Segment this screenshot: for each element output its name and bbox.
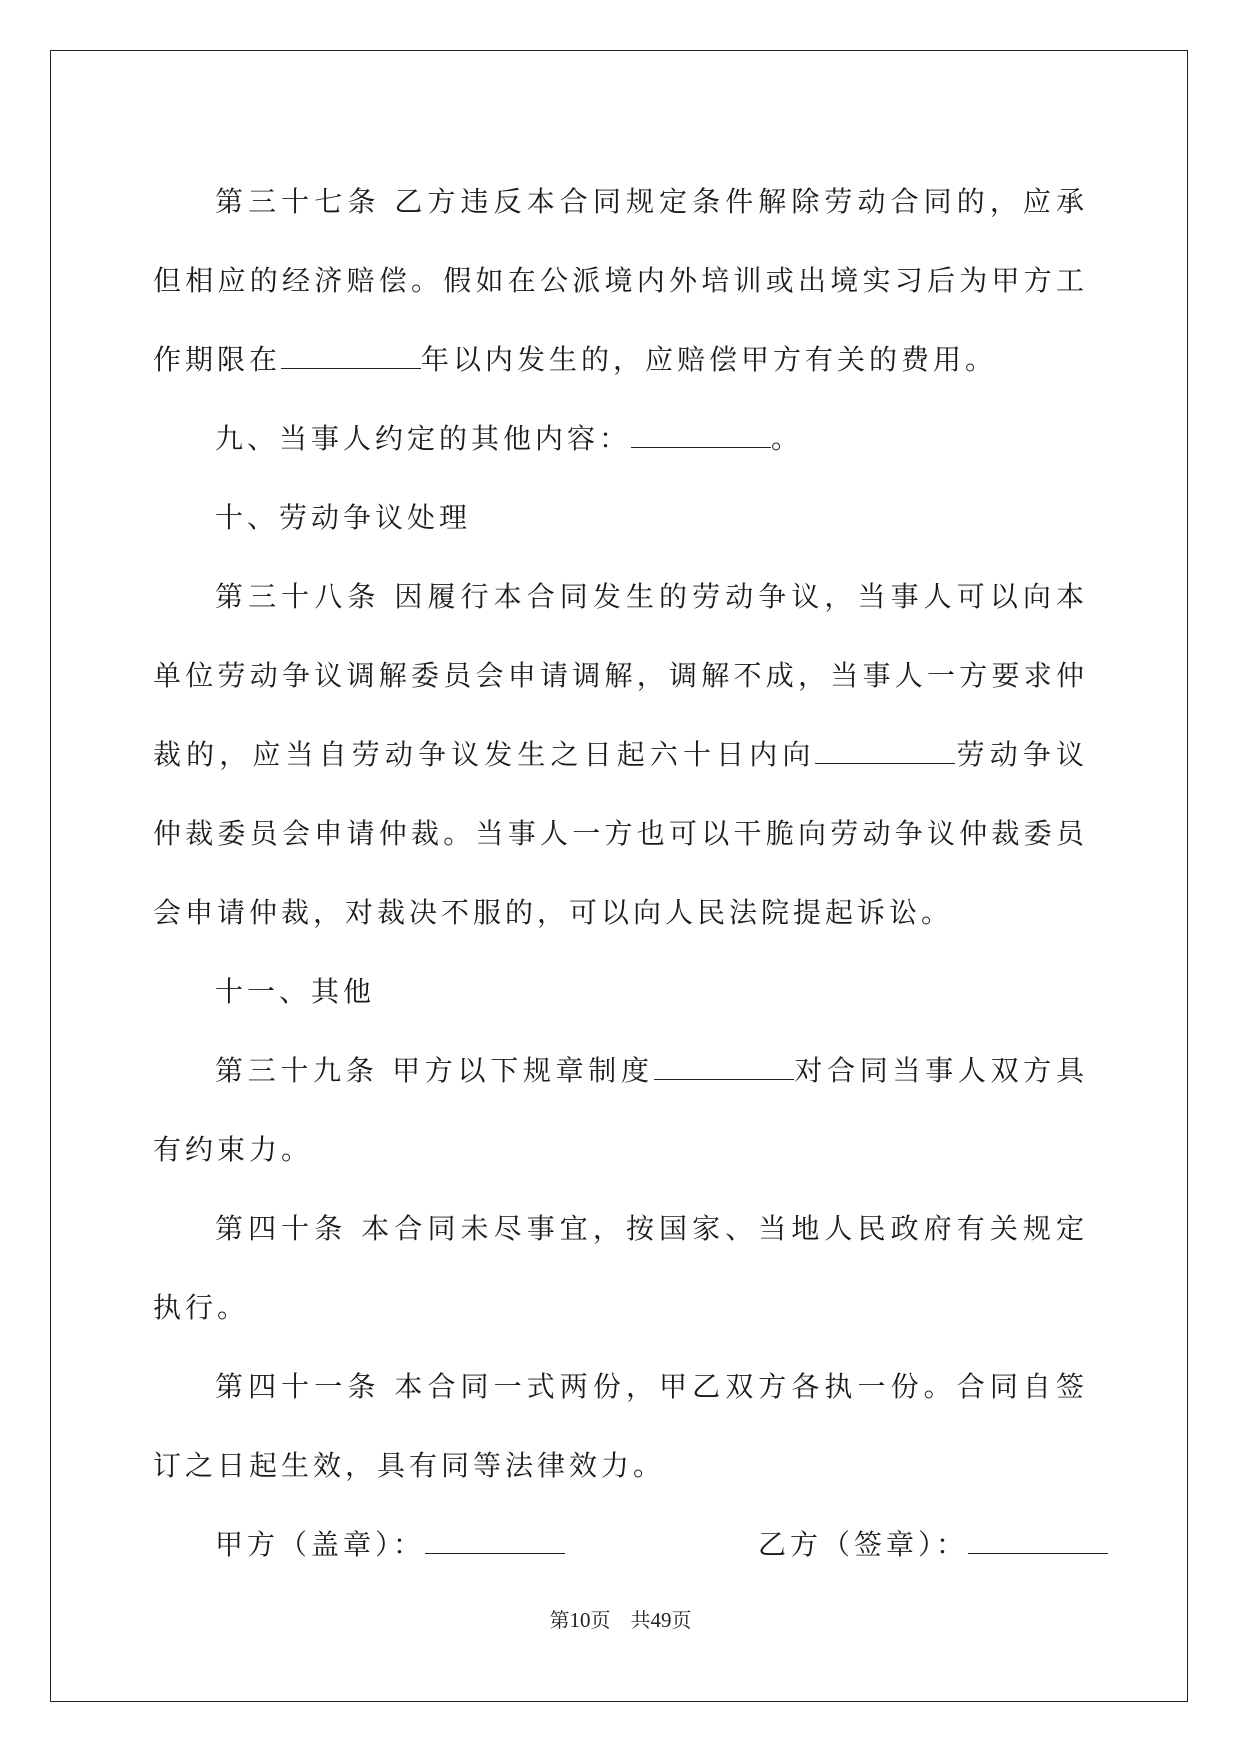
article-40: 第四十条 本合同未尽事宜，按国家、当地人民政府有关规定执行。 [153,1212,1088,1324]
signature-row [153,1505,1088,1584]
total-page-number: 49 [650,1608,672,1632]
page-footer: 第10页 共49页 [549,1608,692,1632]
fill-blank[interactable] [631,425,771,448]
section-9: 九、当事人约定的其他内容： 。 [215,422,804,455]
fill-blank[interactable] [815,741,955,764]
current-page-number: 10 [569,1608,591,1632]
party-a-signature-blank[interactable] [425,1531,565,1554]
party-a-signature: 甲方（盖章）： [215,1505,565,1584]
article-38: 第三十八条 因履行本合同发生的劳动争议，当事人可以向本单位劳动争议调解委员会申请调解，调解不成，当事人一方要求仲裁的，应当自劳动争议发生之日起六十日内向 劳动争议仲裁委员会申请仲裁。当事人一方也可以干脆向劳动争议仲裁委员会申请仲裁，对裁决不服的，可以向人民法院提起诉讼。 [153,580,1088,929]
document-body [153,162,1088,1584]
party-b-signature: 乙方（签章）： [758,1505,1108,1584]
fill-blank[interactable] [281,346,421,369]
article-39: 第三十九条 甲方以下规章制度 对合同当事人双方具有约束力。 [153,1054,1088,1166]
section-10-heading: 十、劳动争议处理 [215,501,472,534]
party-b-signature-blank[interactable] [968,1531,1108,1554]
article-41: 第四十一条 本合同一式两份，甲乙双方各执一份。合同自签订之日起生效，具有同等法律效力。 [153,1370,1088,1482]
article-37: 第三十七条 乙方违反本合同规定条件解除劳动合同的，应承但相应的经济赔偿。假如在公派境内外培训或出境实习后为甲方工作期限在 年以内发生的，应赔偿甲方有关的费用。 [153,185,1088,376]
section-11-heading: 十一、其他 [215,975,376,1008]
fill-blank[interactable] [654,1057,794,1080]
